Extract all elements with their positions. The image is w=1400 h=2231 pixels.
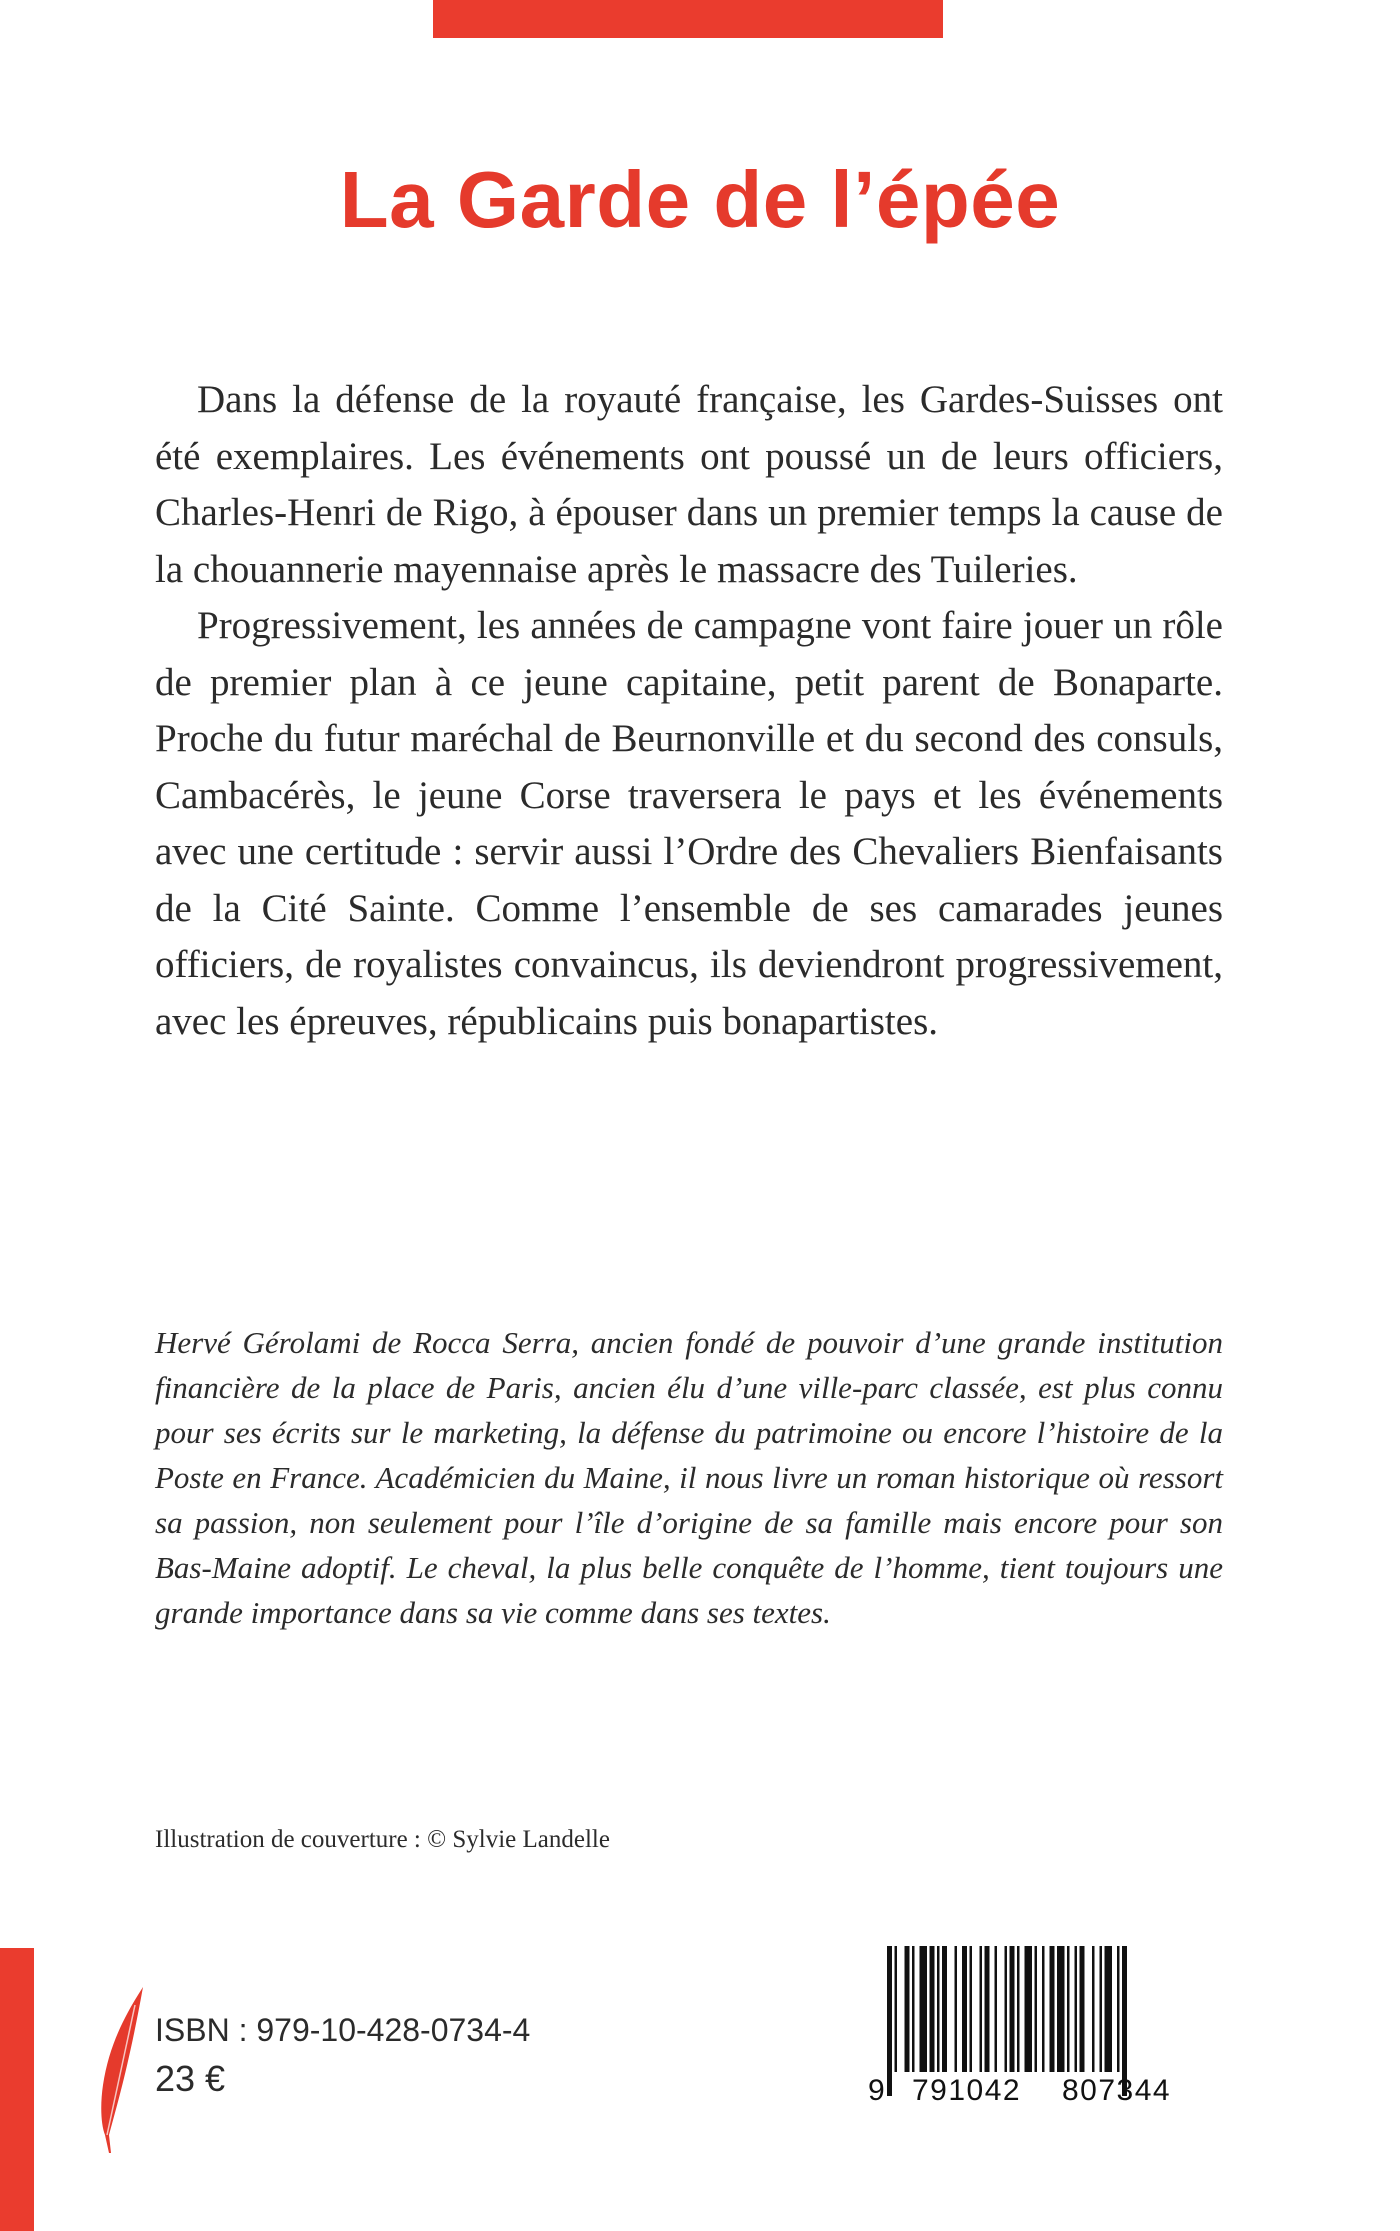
barcode-bar (912, 1946, 915, 2072)
barcode-bar (937, 1946, 940, 2072)
barcode-bar (1080, 1946, 1085, 2072)
synopsis (155, 372, 1223, 1050)
synopsis-paragraph-2: Progressivement, les années de campagne vont faire jouer un rôle de premier plan à ce jeune capitaine, petit parent de Bonaparte. Proche du futur maréchal de Beurnonville et du second des consuls, Cambacérès, le jeune Corse traversera le pays et les événements avec une certitude : servir aussi l’Ordre des Chevaliers Bienfaisants de la Cité Sainte. Comme l’ensemble de ses camarades jeunes officiers, de royalistes convaincus, ils deviendront progressivement, avec les épreuves, républicains puis bonapartistes. (155, 604, 1223, 1043)
barcode-bar (1117, 1946, 1120, 2072)
barcode-digits-left: 791042 (912, 2074, 1022, 2107)
barcode-bar (980, 1946, 983, 2072)
book-title: La Garde de l’épée (339, 155, 1061, 244)
barcode-bar (1100, 1946, 1103, 2072)
barcode-digits-right: 807344 (1062, 2074, 1172, 2107)
barcode-bar (1092, 1946, 1095, 2072)
barcode-bar (1005, 1946, 1008, 2072)
barcode-bar (1035, 1946, 1038, 2072)
feather-icon (95, 1985, 147, 2155)
barcode-bar (1075, 1946, 1078, 2072)
barcode-bar (955, 1946, 958, 2072)
barcode-bar (942, 1946, 947, 2072)
barcode-bar (930, 1946, 935, 2072)
barcode-bar (1025, 1946, 1033, 2072)
barcode-bar (905, 1946, 910, 2072)
synopsis-paragraph-1: Dans la défense de la royauté française, les Gardes-Suisses ont été exemplaires. Les événements ont poussé un de leurs officiers, Charles-Henri de Rigo, à épouser dans un premier temps la cause de la chouannerie mayennaise après le massacre des Tuileries. (155, 378, 1223, 591)
barcode-bar (1057, 1946, 1065, 2072)
barcode-bar (985, 1946, 990, 2072)
barcode-bar (1050, 1946, 1055, 2072)
barcode-bar (1010, 1946, 1015, 2072)
side-accent-bar (0, 1948, 34, 2231)
barcode-bar (1067, 1946, 1070, 2072)
barcode-bar (1042, 1946, 1045, 2072)
barcode-bar (920, 1946, 928, 2072)
author-bio: Hervé Gérolami de Rocca Serra, ancien fondé de pouvoir d’une grande institution financière de la place de Paris, ancien élu d’une ville-parc classée, est plus connu pour ses écrits sur le marketing, la défense du patrimoine ou encore l’histoire de la Poste en France. Académicien du Maine, il nous livre un roman historique où ressort sa passion, non seulement pour l’île d’origine de sa famille mais encore pour son Bas-Maine adoptif. Le cheval, la plus belle conquête de l’homme, tient toujours une grande importance dans sa vie comme dans ses textes. (155, 1325, 1223, 1630)
top-accent-bar (433, 0, 943, 38)
barcode-bar (895, 1946, 898, 2072)
isbn: ISBN : 979-10-428-0734-4 (155, 2012, 531, 2048)
barcode-bar (887, 1946, 892, 2096)
barcode-bar (962, 1946, 967, 2072)
barcode-bar (970, 1946, 973, 2072)
barcode-bar (1017, 1946, 1020, 2072)
barcode-bar (995, 1946, 998, 2072)
illustration-credit: Illustration de couverture : © Sylvie Landelle (155, 1826, 610, 1853)
price: 23 € (155, 2058, 226, 2099)
barcode-digit-first: 9 (868, 2074, 887, 2107)
barcode-bar (1105, 1946, 1113, 2072)
